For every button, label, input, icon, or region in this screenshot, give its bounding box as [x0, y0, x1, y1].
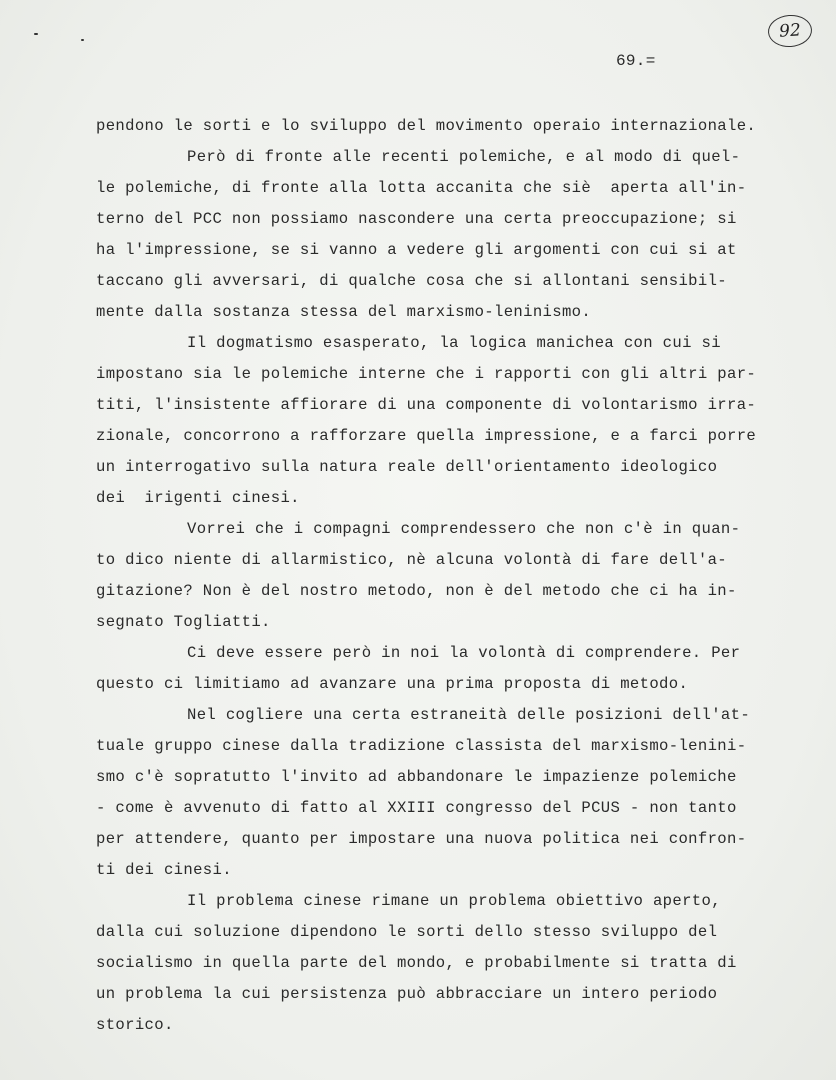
text-line: storico. [96, 1016, 174, 1034]
scan-speck [81, 39, 84, 41]
text-line: terno del PCC non possiamo nascondere una certa preoccupazione; si [96, 210, 737, 228]
text-line: ha l'impressione, se si vanno a vedere gli argomenti con cui si at [96, 241, 737, 259]
text-line: tuale gruppo cinese dalla tradizione classista del marxismo-lenini- [96, 737, 747, 755]
text-line: Vorrei che i compagni comprendessero che non c'è in quan- [187, 520, 741, 538]
text-line: mente dalla sostanza stessa del marxismo-leninismo. [96, 303, 592, 321]
text-line: dalla cui soluzione dipendono le sorti dello stesso sviluppo del [96, 923, 718, 941]
text-line: le polemiche, di fronte alla lotta accanita che siè aperta all'in- [96, 179, 747, 197]
text-line: taccano gli avversari, di qualche cosa che si allontani sensibil- [96, 272, 728, 290]
text-line: ti dei cinesi. [96, 861, 232, 879]
text-line: questo ci limitiamo ad avanzare una prima proposta di metodo. [96, 675, 689, 693]
text-line: Il problema cinese rimane un problema obiettivo aperto, [187, 892, 721, 910]
text-line: to dico niente di allarmistico, nè alcuna volontà di fare dell'a- [96, 551, 728, 569]
scan-speck [34, 33, 38, 35]
text-line: zionale, concorrono a rafforzare quella impressione, e a farci porre [96, 427, 757, 445]
text-line: pendono le sorti e lo sviluppo del movimento operaio internazionale. [96, 117, 757, 135]
page-number: 69.= [616, 52, 656, 70]
text-line: gitazione? Non è del nostro metodo, non è del metodo che ci ha in- [96, 582, 737, 600]
archive-page-stamp: 92 [767, 14, 813, 49]
text-line: impostano sia le polemiche interne che i rapporti con gli altri par- [96, 365, 757, 383]
text-line: dei irigenti cinesi. [96, 489, 300, 507]
text-line: smo c'è sopratutto l'invito ad abbandonare le impazienze polemiche [96, 768, 737, 786]
text-line: per attendere, quanto per impostare una nuova politica nei confron- [96, 830, 747, 848]
text-line: un interrogativo sulla natura reale dell'orientamento ideologico [96, 458, 718, 476]
text-line: socialismo in quella parte del mondo, e probabilmente si tratta di [96, 954, 737, 972]
typewritten-body [96, 111, 761, 1041]
text-line: Nel cogliere una certa estraneità delle posizioni dell'at- [187, 706, 751, 724]
text-line: - come è avvenuto di fatto al XXIII congresso del PCUS - non tanto [96, 799, 737, 817]
text-line: un problema la cui persistenza può abbracciare un intero periodo [96, 985, 718, 1003]
text-line: Il dogmatismo esasperato, la logica manichea con cui si [187, 334, 721, 352]
text-line: titi, l'insistente affiorare di una componente di volontarismo irra- [96, 396, 757, 414]
text-line: Però di fronte alle recenti polemiche, e al modo di quel- [187, 148, 741, 166]
text-line: segnato Togliatti. [96, 613, 271, 631]
text-line: Ci deve essere però in noi la volontà di comprendere. Per [187, 644, 741, 662]
